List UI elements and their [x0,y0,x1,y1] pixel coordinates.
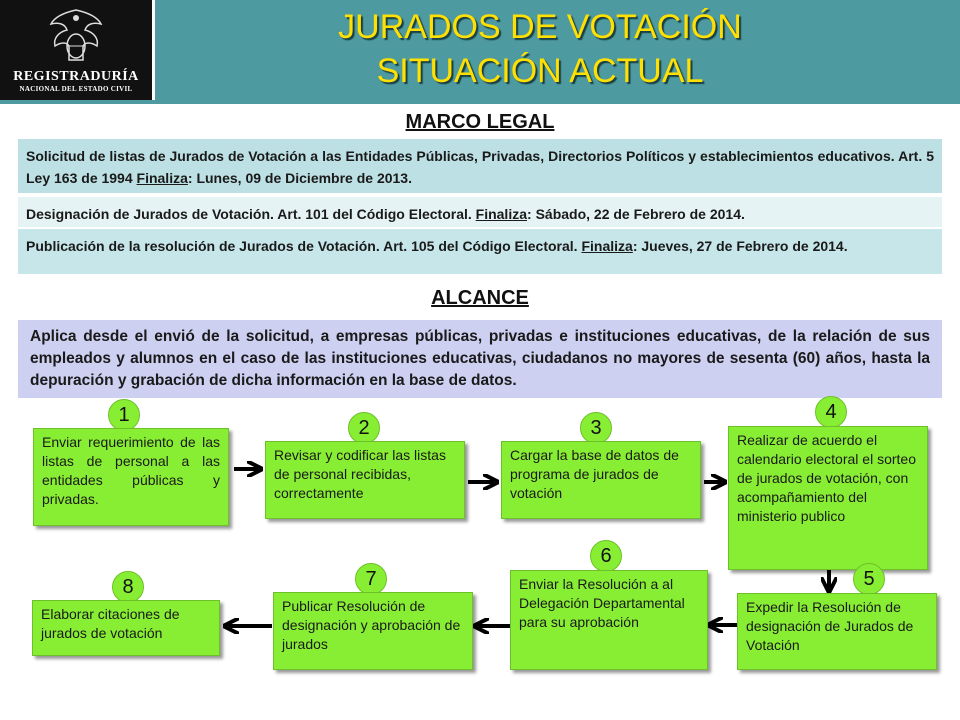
legal-item-date: : Jueves, 27 de Febrero de 2014. [632,238,848,254]
step-1-number: 1 [108,399,140,431]
legal-item-label: Finaliza [581,238,633,254]
step-2-number: 2 [348,412,380,444]
step-6-box: Enviar la Resolución a al Delegación Departamental para su aprobación [510,570,708,670]
step-1-box: Enviar requerimiento de las listas de personal a las entidades públicas y privadas. [33,428,229,526]
alcance-heading: ALCANCE [431,287,529,309]
step-5-number: 5 [853,563,885,595]
step-3-number: 3 [580,412,612,444]
legal-item-text: Publicación de la resolución de Jurados de Votación. Art. 105 del Código Electoral. [26,238,582,254]
step-7-box: Publicar Resolución de designación y aprobación de jurados [273,592,473,670]
step-8-box: Elaborar citaciones de jurados de votación [32,600,220,656]
alcance-text: Aplica desde el envió de la solicitud, a empresas públicas, privadas e instituciones educativas, de la relación de sus empleados y alumnos en el caso de las instituciones educativas, ciudadanos no mayores de sesenta (60) años, hasta la depuración y grabación de dicha información en la base de datos. [18,320,942,398]
page-title-line1: JURADOS DE VOTACIÓN [338,8,742,46]
step-3-box: Cargar la base de datos de programa de jurados de votación [501,441,701,519]
step-2-box: Revisar y codificar las listas de personal recibidas, correctamente [265,441,465,519]
legal-item-label: Finaliza [136,170,188,186]
step-4-box: Realizar de acuerdo el calendario electoral el sorteo de jurados de votación, con acompañamiento del ministerio publico [728,426,928,570]
step-6-number: 6 [590,540,622,572]
page-title-line2: SITUACIÓN ACTUAL [376,52,704,90]
legal-item-text: Solicitud de listas de Jurados de Votación a las Entidades Públicas, Privadas, Directorios Políticos y establecimientos educativos. Art. 5 Ley 163 de 1994 [26,148,934,186]
step-4-number: 4 [815,396,847,428]
legal-item-date: : Sábado, 22 de Febrero de 2014. [527,206,745,222]
legal-item-text: Designación de Jurados de Votación. Art. 101 del Código Electoral. [26,206,476,222]
legal-item-label: Finaliza [475,206,528,222]
step-8-number: 8 [112,571,144,603]
legal-item-date: : Lunes, 09 de Diciembre de 2013. [187,170,412,186]
logo-subtitle: NACIONAL DEL ESTADO CIVIL [19,85,133,93]
step-5-box: Expedir la Resolución de designación de Jurados de Votación [737,593,937,670]
step-7-number: 7 [355,563,387,595]
marco-legal-heading: MARCO LEGAL [405,111,555,133]
logo-name: REGISTRADURÍA [13,69,139,84]
